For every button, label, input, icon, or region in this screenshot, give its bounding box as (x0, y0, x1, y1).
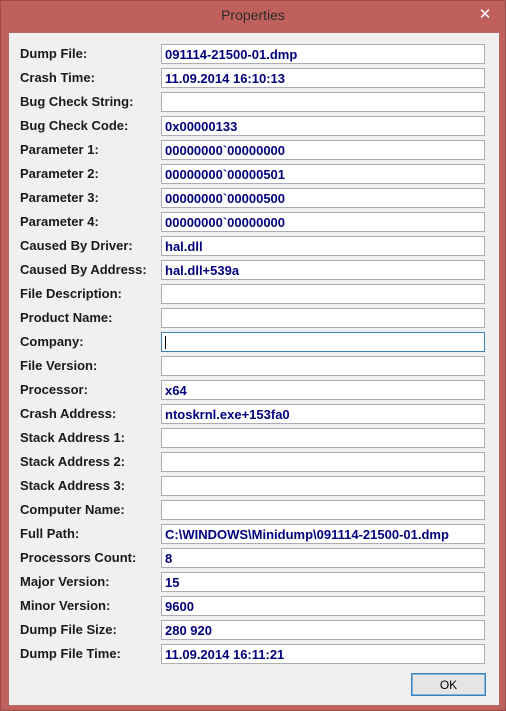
row-processor (9, 380, 499, 400)
processors-count-field[interactable]: 8 (161, 548, 485, 568)
close-button[interactable] (467, 3, 503, 25)
row-caused-by-address (9, 260, 499, 280)
full-path-label: Full Path: (20, 526, 80, 541)
caused-by-address-field[interactable]: hal.dll+539a (161, 260, 485, 280)
crash-address-field[interactable]: ntoskrnl.exe+153fa0 (161, 404, 485, 424)
parameter-1-field[interactable]: 00000000`00000000 (161, 140, 485, 160)
product-name-label: Product Name: (20, 310, 113, 325)
parameter-4-field[interactable]: 00000000`00000000 (161, 212, 485, 232)
bug-check-code-field[interactable]: 0x00000133 (161, 116, 485, 136)
major-version-field[interactable]: 15 (161, 572, 485, 592)
full-path-field[interactable]: C:\WINDOWS\Minidump\091114-21500-01.dmp (161, 524, 485, 544)
text-caret (165, 336, 166, 349)
file-version-label: File Version: (20, 358, 98, 373)
row-parameter-1 (9, 140, 499, 160)
stack-address-2-field[interactable] (161, 452, 485, 472)
row-company (9, 332, 499, 352)
row-major-version (9, 572, 499, 592)
computer-name-label: Computer Name: (20, 502, 125, 517)
row-parameter-3 (9, 188, 499, 208)
row-dump-file-time (9, 644, 499, 664)
processors-count-label: Processors Count: (20, 550, 137, 565)
row-bug-check-string (9, 92, 499, 112)
row-minor-version (9, 596, 499, 616)
parameter-2-label: Parameter 2: (20, 166, 99, 181)
row-processors-count (9, 548, 499, 568)
stack-address-1-label: Stack Address 1: (20, 430, 126, 445)
row-product-name (9, 308, 499, 328)
major-version-label: Major Version: (20, 574, 110, 589)
row-stack-address-2 (9, 452, 499, 472)
dump-file-size-field[interactable]: 280 920 (161, 620, 485, 640)
dump-file-field[interactable]: 091114-21500-01.dmp (161, 44, 485, 64)
row-stack-address-1 (9, 428, 499, 448)
minor-version-label: Minor Version: (20, 598, 111, 613)
row-crash-address (9, 404, 499, 424)
bug-check-string-label: Bug Check String: (20, 94, 134, 109)
bug-check-string-field[interactable] (161, 92, 485, 112)
stack-address-1-field[interactable] (161, 428, 485, 448)
dump-file-size-label: Dump File Size: (20, 622, 117, 637)
processor-label: Processor: (20, 382, 88, 397)
row-parameter-2 (9, 164, 499, 184)
row-crash-time (9, 68, 499, 88)
processor-field[interactable]: x64 (161, 380, 485, 400)
row-caused-by-driver (9, 236, 499, 256)
parameter-1-label: Parameter 1: (20, 142, 99, 157)
company-field[interactable] (161, 332, 485, 352)
row-computer-name (9, 500, 499, 520)
row-stack-address-3 (9, 476, 499, 496)
computer-name-field[interactable] (161, 500, 485, 520)
row-file-version (9, 356, 499, 376)
row-dump-file-size (9, 620, 499, 640)
row-file-description (9, 284, 499, 304)
row-dump-file (9, 44, 499, 64)
row-parameter-4 (9, 212, 499, 232)
minor-version-field[interactable]: 9600 (161, 596, 485, 616)
file-description-field[interactable] (161, 284, 485, 304)
parameter-4-label: Parameter 4: (20, 214, 99, 229)
close-icon: ✕ (478, 6, 492, 23)
parameter-2-field[interactable]: 00000000`00000501 (161, 164, 485, 184)
window-title: Properties (221, 7, 285, 23)
caused-by-driver-label: Caused By Driver: (20, 238, 133, 253)
company-label: Company: (20, 334, 84, 349)
stack-address-2-label: Stack Address 2: (20, 454, 126, 469)
dump-file-label: Dump File: (20, 46, 88, 61)
parameter-3-label: Parameter 3: (20, 190, 99, 205)
ok-button[interactable]: OK (411, 673, 486, 696)
stack-address-3-field[interactable] (161, 476, 485, 496)
row-full-path (9, 524, 499, 544)
dump-file-time-field[interactable]: 11.09.2014 16:11:21 (161, 644, 485, 664)
crash-time-field[interactable]: 11.09.2014 16:10:13 (161, 68, 485, 88)
caused-by-driver-field[interactable]: hal.dll (161, 236, 485, 256)
crash-time-label: Crash Time: (20, 70, 95, 85)
parameter-3-field[interactable]: 00000000`00000500 (161, 188, 485, 208)
caused-by-address-label: Caused By Address: (20, 262, 147, 277)
row-bug-check-code (9, 116, 499, 136)
file-version-field[interactable] (161, 356, 485, 376)
bug-check-code-label: Bug Check Code: (20, 118, 129, 133)
product-name-field[interactable] (161, 308, 485, 328)
dump-file-time-label: Dump File Time: (20, 646, 121, 661)
file-description-label: File Description: (20, 286, 122, 301)
stack-address-3-label: Stack Address 3: (20, 478, 126, 493)
title-bar[interactable] (1, 1, 505, 32)
crash-address-label: Crash Address: (20, 406, 117, 421)
properties-panel (8, 32, 500, 706)
